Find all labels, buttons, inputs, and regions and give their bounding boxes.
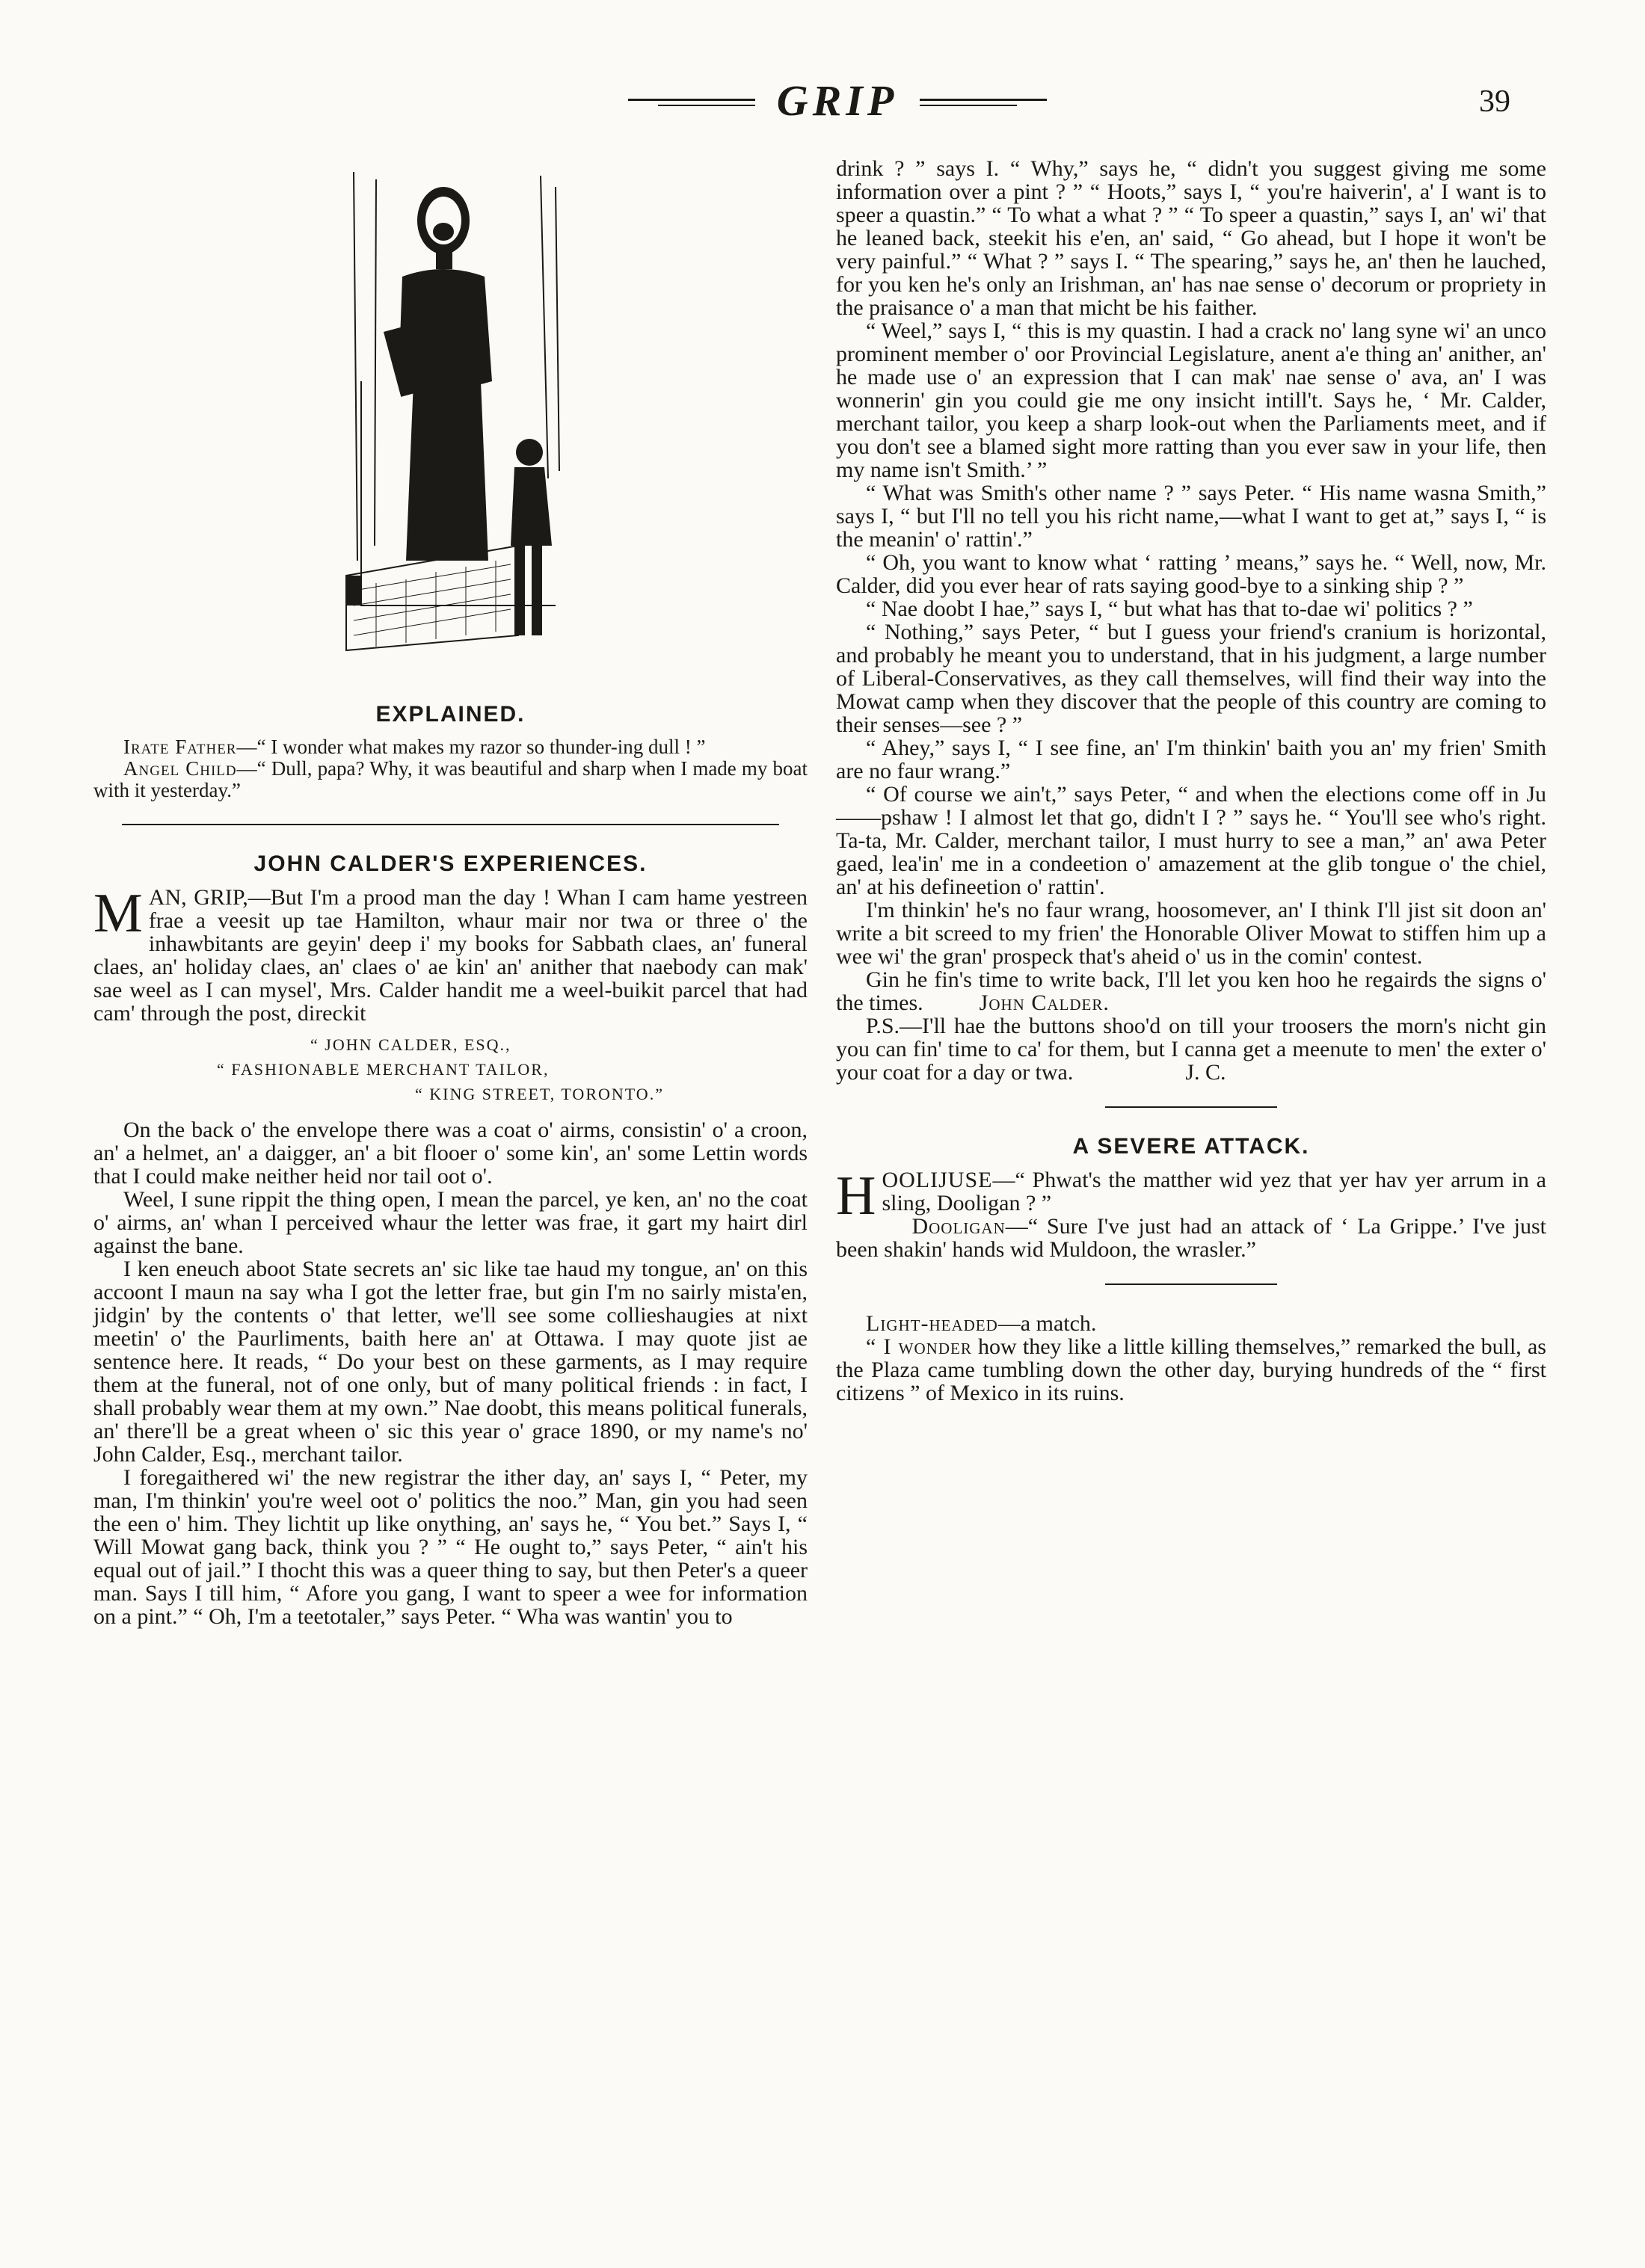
page-header — [0, 75, 1645, 127]
attack-paragraph-2: Dooligan—“ Sure I've just had an attack of ‘ La Grippe.’ I've just been shakin' hands wid Muldoon, the wrasler.” — [836, 1214, 1546, 1262]
calder-continued-2: “ Weel,” says I, “ this is my quastin. I had a crack no' lang syne wi' an unco prominent member o' oor Provincial Legislature, anent a'e thing an' anither, an' he made use o' an expression that I can mak' nae sense o' ava, an' I was wonnerin' gin you could gie me ony insicht intill't. Says he, ‘ Mr. Calder, merchant tailor, you keep a sharp look-out when the Parliaments meet, and if you don't see a blamed sight more ratting than you ever saw in your life, then my name isn't Smith.’ ” — [836, 318, 1546, 482]
calder-title: JOHN CALDER'S EXPERIENCES. — [253, 851, 648, 876]
calder-continued-9: I'm thinkin' he's no faur wrang, hoosomever, an' I think I'll jist sit doon an' write a bit screed to my frien' the Honorable Oliver Mowat to stiffen him up a wee wi' the gran' prospeck that's aheid o' us in the comin' contest. — [836, 898, 1546, 969]
attack-paragraph-1: HOOLIJUSE—“ Phwat's the matther wid yez that yer hav yer arrum in a sling, Dooligan ? ” — [836, 1165, 1546, 1227]
calder-paragraph-4: I ken eneuch aboot State secrets an' sic like tae haud my tongue, an' on this accoont I maun na say wha I got the letter frae, but gin I'm no sairly mista'en, jidgin' by the contents o' that letter, we'll see some collieshaugies at nixt meetin' o' the Paurliments, baith here an' at Ottawa. I may quote jist ae sentence here. It reads, “ Do your best on these garments, as I may require them at the funeral, not of one only, but of many political friends : in fact, I shall probably wear them at my own.” Nae doobt, this means political funerals, an' there'll be a great wheen o' sic this year o' grace 1890, or my name's no' John Calder, Esq., merchant tailor. — [93, 1257, 808, 1467]
attack-title: A SEVERE ATTACK. — [1072, 1134, 1310, 1159]
calder-continued-8: “ Of course we ain't,” says Peter, “ and when the elections come off in Ju——pshaw ! I almost let that go, didn't I ? ” says he. “ You'll see who's right. Ta-ta, Mr. Calder, merchant tailor, I must hurry to see a man,” an' awa Peter gaed, lea'in' me in a condeetion o' amazement at the glib tongue o' the chiel, an' at his defineetion o' rattin'. — [836, 782, 1546, 899]
caption-line2: —“ Dull, papa? Why, it was beautiful and sharp when I made my boat with it yesterday.” — [93, 757, 808, 801]
masthead-title: GRIP — [776, 76, 899, 125]
section-divider — [1105, 1284, 1277, 1285]
calder-continued-1: drink ? ” says I. “ Why,” says he, “ didn't you suggest giving me some information over a pint ? ” “ Hoots,” says I, “ you're haiverin', a' I want is to speer a quastin.” “ To what a what ? ” “ To speer a quastin,” says I, an' wi' that he leaned back, steekit his e'en, an' said, “ Go ahead, but I hope it won't be very painful.” “ What ? ” says I. “ The spearing,” says he, an' then he lauched, for you ken he's only an Irishman, an' has nae sense o' decorum or propriety in the praisance o' a man that micht be his faither. — [836, 156, 1546, 320]
calder-postscript: P.S.—I'll hae the buttons shoo'd on till your troosers the morn's nicht gin you can fin' time to ca' for them, but I canna get a meenute to men' the exter o' your coat for a day or twa. J. C. — [836, 1014, 1546, 1085]
calder-paragraph-1: MAN, GRIP,—But I'm a prood man the day ! Whan I cam hame yestreen frae a veesit up tae Hamilton, whaur mair nor twa or three o' the inhawbitants are geyin' deep i' my books for Sabbath claes, an' funeral claes, an' holiday claes, an' claes o' ae kin' an' anither that naebody can mak' sae weel as I can mysel', Mrs. Calder handit me a weel-buikit parcel that had cam' through the post, direckit — [93, 883, 808, 1026]
calder-paragraph-3: Weel, I sune rippit the thing open, I mean the parcel, ye ken, an' no the coat o' airms, an' whan I perceived whaur the letter was frae, it gart my hairt dirl against the bane. — [93, 1187, 808, 1258]
address-line-3: “ KING STREET, TORONTO.” — [415, 1085, 664, 1103]
cartoon-title: EXPLAINED. — [375, 702, 526, 727]
calder-dropcap: M — [93, 883, 143, 944]
bull-paragraph: “ I wonder how they like a little killing themselves,” remarked the bull, as the Plaza came tumbling down the other day, burying hundreds of the “ first citizens ” of Mexico in its ruins. — [836, 1334, 1546, 1405]
speaker-irate-father: Irate Father — [123, 736, 237, 758]
light-headed-item: Light-headed—a match. — [866, 1311, 1097, 1336]
section-divider — [1105, 1106, 1277, 1108]
caption-line1: —“ I wonder what makes my razor so thunder-ing dull ! ” — [236, 736, 706, 758]
address-line-1: “ JOHN CALDER, ESQ., — [310, 1035, 511, 1054]
postscript-signature: J. C. — [1185, 1060, 1226, 1085]
calder-continued-3: “ What was Smith's other name ? ” says Peter. “ His name wasna Smith,” says I, “ but I'll no tell you his richt name,—what I want to get at,” says I, “ is the meanin' o' rattin'.” — [836, 481, 1546, 552]
left-column — [93, 157, 808, 1628]
masthead — [613, 75, 1062, 127]
calder-continued-6: “ Nothing,” says Peter, “ but I guess your friend's cranium is horizontal, and probably he meant you to understand, that in his judgment, a large number of Liberal-Conservatives, as they call themselves, will find their way into the Mowat camp when they discover that the people of this country are coming to their senses—see ? ” — [836, 620, 1546, 737]
page-number: 39 — [1479, 84, 1510, 119]
calder-continued-10: Gin he fin's time to write back, I'll let you ken hoo he regairds the signs o' the times. John Calder. — [836, 967, 1546, 1015]
calder-continued-5: “ Nae doobt I hae,” says I, “ but what has that to-dae wi' politics ? ” — [866, 597, 1473, 621]
address-line-2: “ FASHIONABLE MERCHANT TAILOR, — [217, 1060, 550, 1079]
address-block — [93, 1032, 808, 1106]
attack-dropcap: H — [836, 1165, 876, 1227]
calder-paragraph-2: On the back o' the envelope there was a coat o' airms, consistin' o' a croon, an' a helmet, an' a daigger, an' a bit flooer o' some kin', an' some Lettin words that I could make neither heid nor tail oot o'. — [93, 1118, 808, 1189]
cartoon-caption — [93, 736, 808, 801]
calder-paragraph-5: I foregaithered wi' the new registrar the ither day, an' says I, “ Peter, my man, I'm thinkin' you're weel oot o' politics the noo.” Man, gin you had seen the een o' him. They lichtit up like onything, an' says he, “ You bet.” Says I, “ Will Mowat gang back, think you ? ” “ He ought to,” says Peter, “ ain't his equal out of jail.” I thocht this was a queer thing to say, but then Peter's a queer man. Says I till him, “ Afore you gang, I want to speer a wee for information on a pint.” “ Oh, I'm a teetotaler,” says Peter. “ Wha was wantin' you to — [93, 1465, 808, 1629]
calder-continued-7: “ Ahey,” says I, “ I see fine, an' I'm thinkin' baith you an' my frien' Smith are no faur wrang.” — [836, 736, 1546, 783]
right-column — [836, 157, 1546, 1405]
calder-signature: John Calder. — [979, 990, 1110, 1015]
calder-continued-4: “ Oh, you want to know what ‘ ratting ’ means,” says he. “ Well, now, Mr. Calder, did you ever hear of rats saying good-bye to a sinking ship ? ” — [836, 550, 1546, 598]
section-divider — [122, 824, 779, 825]
cartoon-illustration — [331, 157, 571, 673]
speaker-angel-child: Angel Child — [123, 757, 237, 780]
